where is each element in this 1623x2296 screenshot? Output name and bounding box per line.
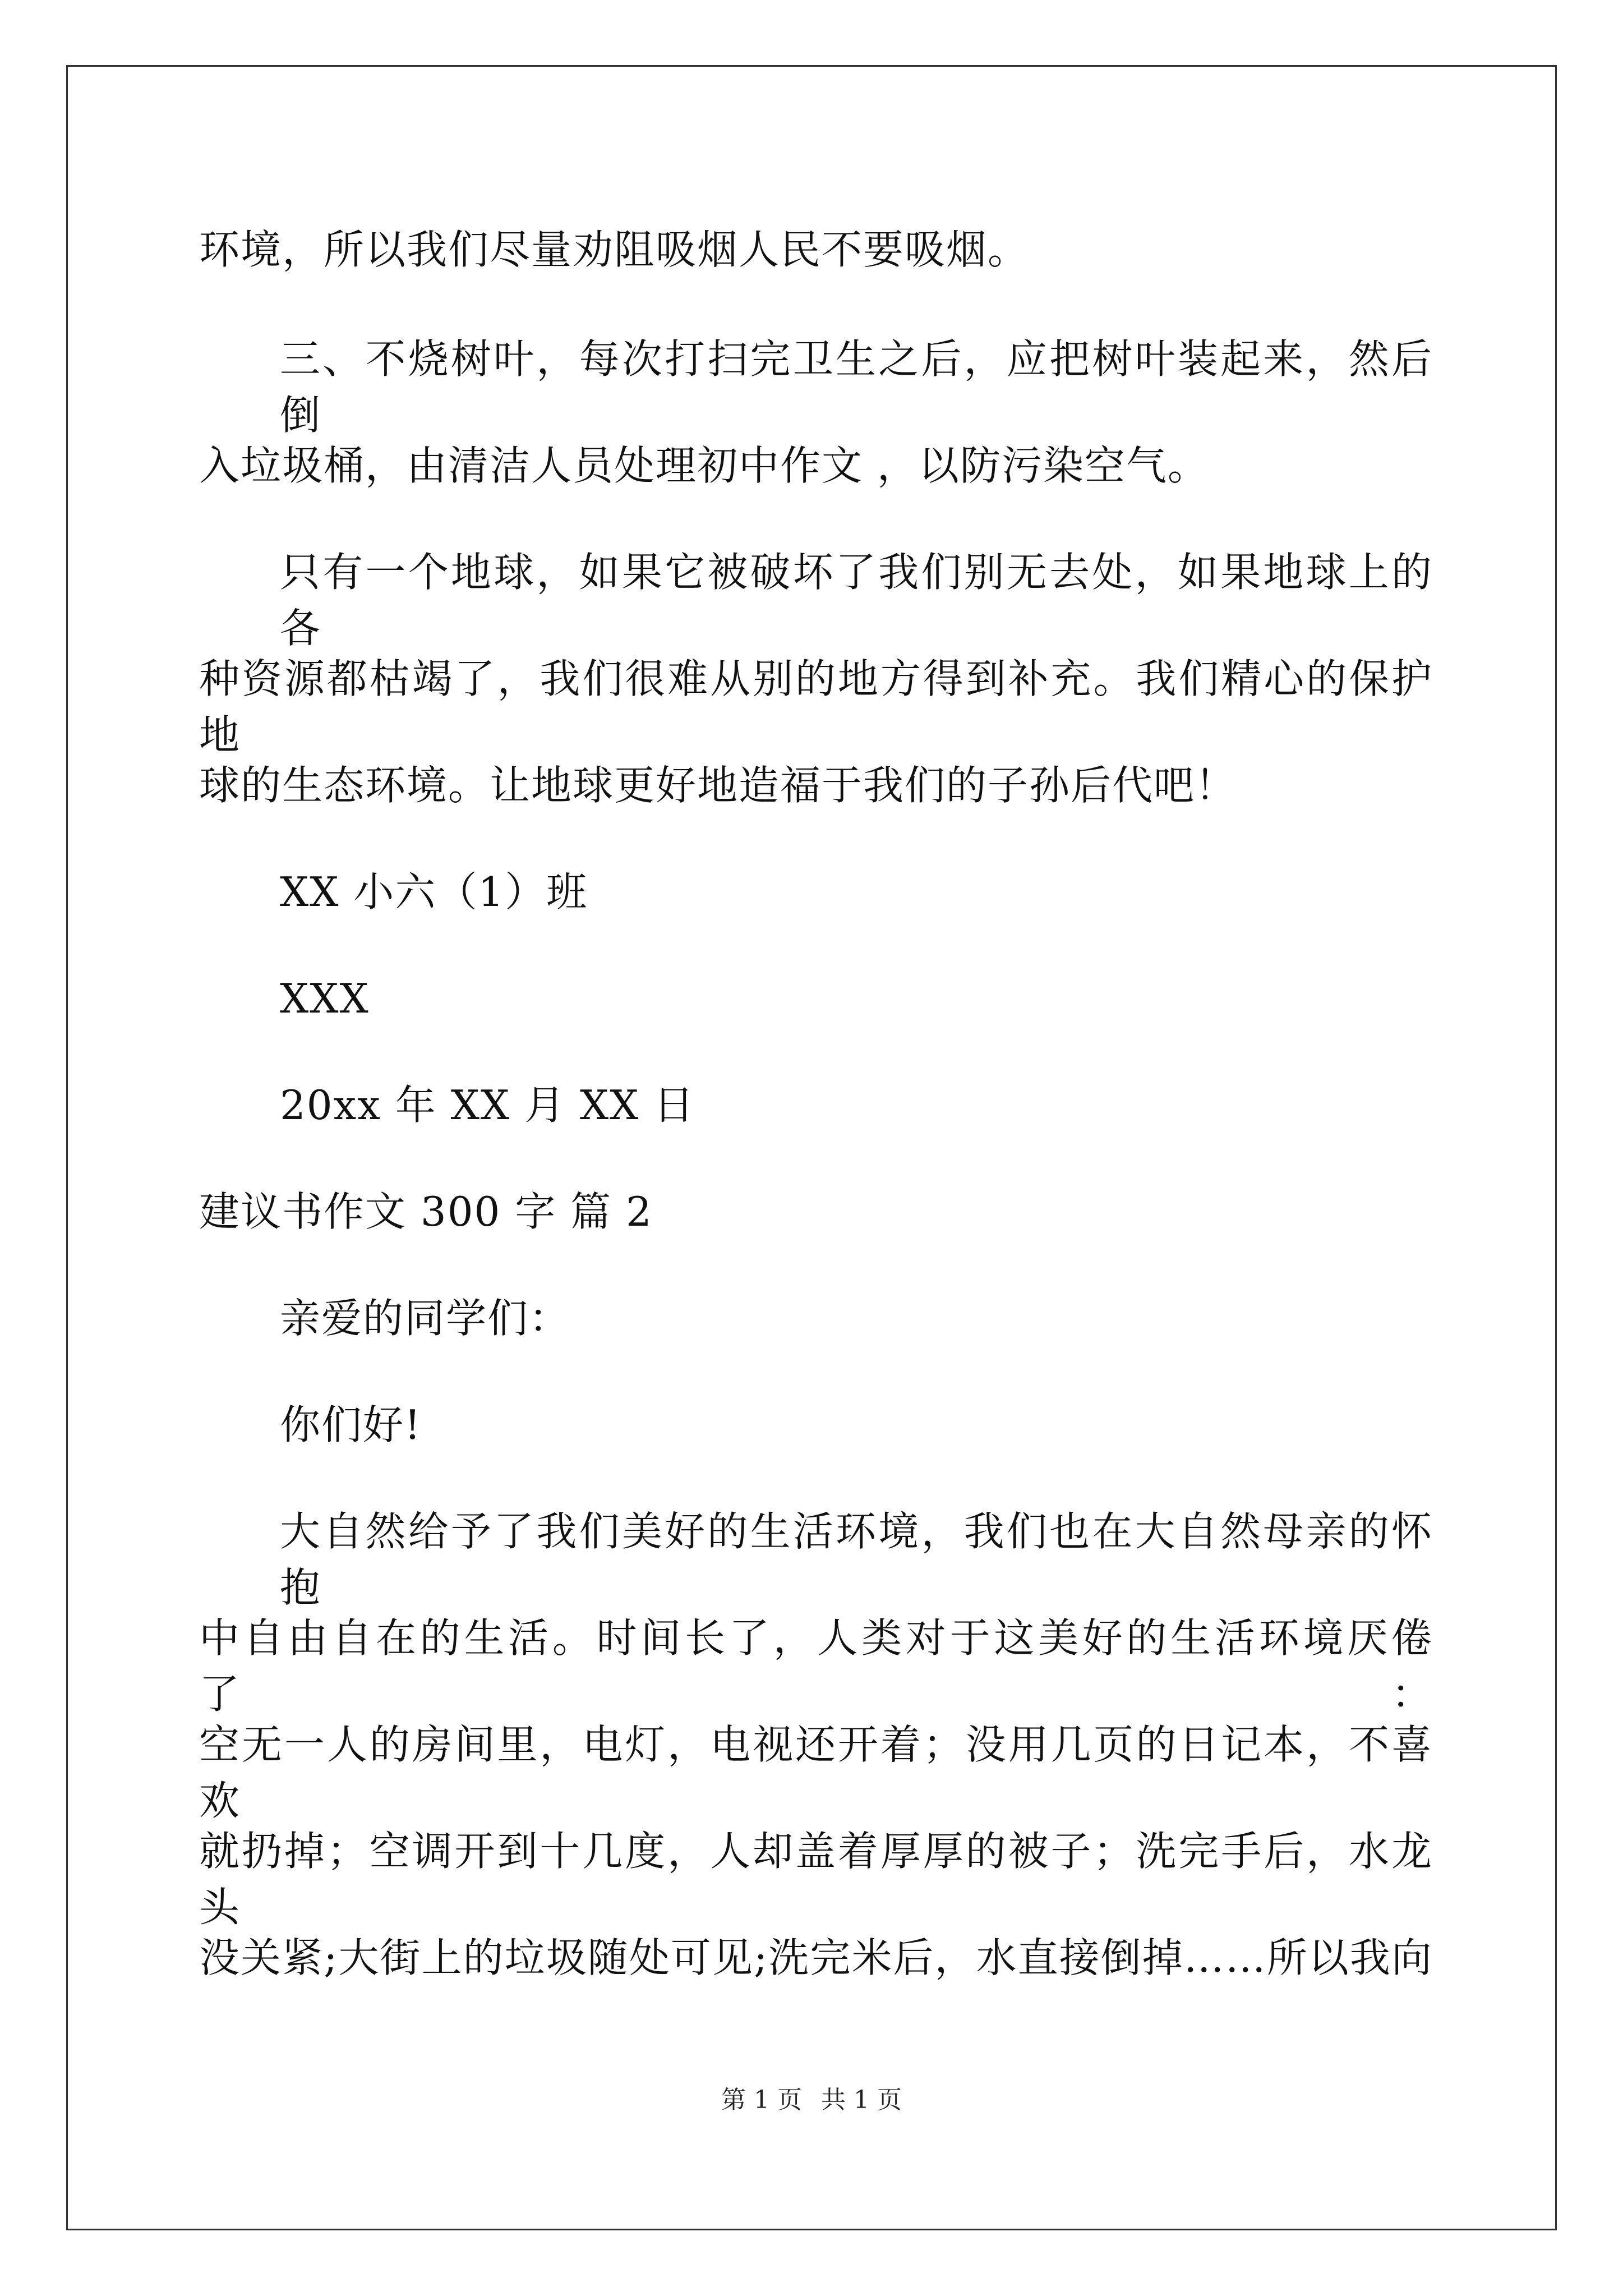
page-footer [0, 2083, 1623, 2117]
text-line: 空无一人的房间里，电灯，电视还开着；没用几页的日记本，不喜欢 [199, 1721, 1433, 1824]
date-line: 20xx 年 XX 月 XX 日 [280, 1082, 695, 1129]
text-line: 环境，所以我们尽量劝阻吸烟人民不要吸烟。 [199, 226, 1030, 273]
text-line: 种资源都枯竭了，我们很难从别的地方得到补充。我们精心的保护地 [199, 655, 1433, 758]
author-signature: XXX [280, 975, 370, 1022]
text-line: 三、不烧树叶，每次打扫完卫生之后，应把树叶装起来，然后倒 [280, 335, 1433, 439]
text-line: 就扔掉；空调开到十几度，人却盖着厚厚的被子；洗完手后，水龙头 [199, 1828, 1433, 1931]
class-signature: XX 小六（1）班 [280, 868, 588, 915]
page-number: 第 1 页 [721, 2086, 802, 2114]
text-line: 入垃圾桶，由清洁人员处理初中作文 ，以防污染空气。 [199, 442, 1209, 489]
greeting: 你们好! [280, 1401, 422, 1448]
page-total: 共 1 页 [821, 2086, 902, 2114]
text-line: 只有一个地球，如果它被破坏了我们别无去处，如果地球上的各 [280, 549, 1433, 652]
section-heading: 建议书作文 300 字 篇 2 [199, 1188, 653, 1235]
salutation: 亲爱的同学们： [280, 1295, 571, 1342]
text-line: 球的生态环境。让地球更好地造福于我们的子孙后代吧！ [199, 762, 1237, 809]
text-line: 没关紧;大街上的垃圾随处可见;洗完米后，水直接倒掉……所以我向 [199, 1934, 1433, 1981]
text-line: 中自由自在的生活。时间长了，人类对于这美好的生活环境厌倦了： [199, 1614, 1433, 1718]
text-line: 大自然给予了我们美好的生活环境，我们也在大自然母亲的怀抱 [280, 1508, 1433, 1611]
